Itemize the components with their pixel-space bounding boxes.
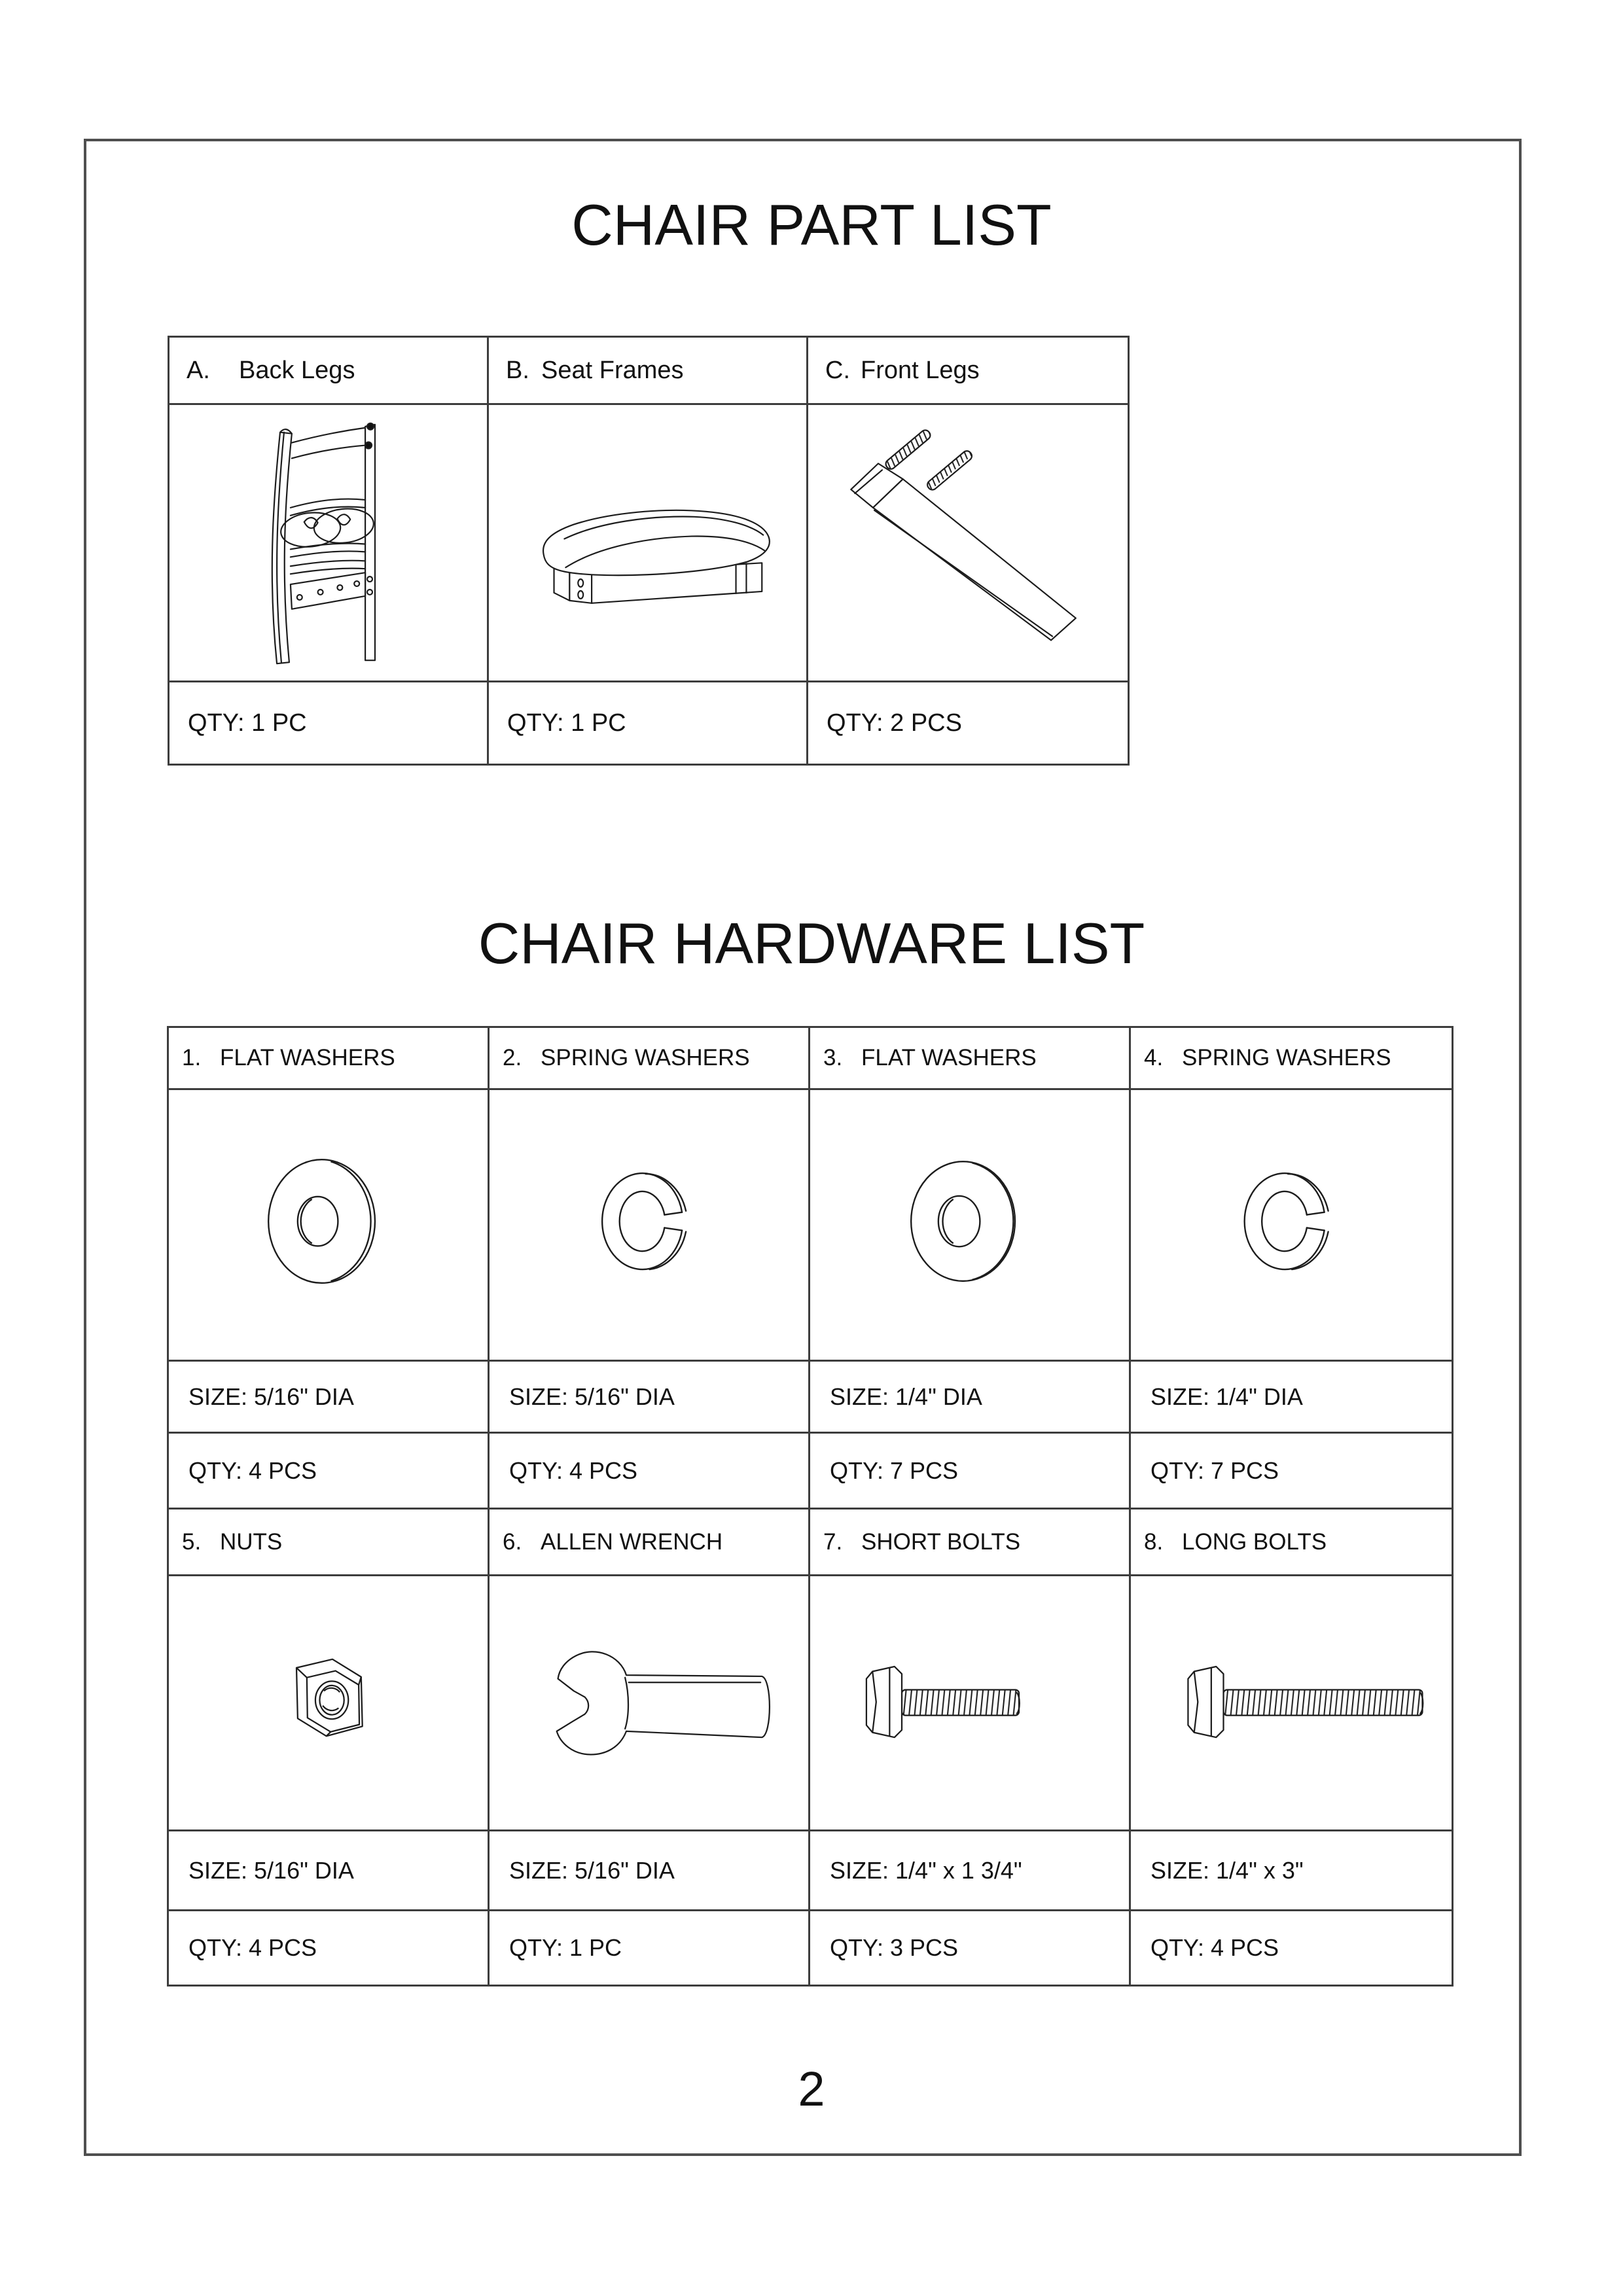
part-qty: QTY: 2 PCS xyxy=(827,709,962,737)
long-bolt-drawing xyxy=(1131,1576,1452,1829)
hw-label: 8. xyxy=(1144,1528,1164,1555)
hw-qty-cell xyxy=(810,1434,1131,1510)
hw-image-cell xyxy=(810,1090,1131,1362)
hw-size-cell xyxy=(810,1362,1131,1434)
hw-image-cell xyxy=(169,1090,490,1362)
flat-washer-drawing xyxy=(810,1090,1129,1360)
part-image-cell xyxy=(489,405,808,682)
hw-size: SIZE: 1/4" DIA xyxy=(830,1383,982,1410)
hw-qty-cell xyxy=(490,1911,810,1985)
part-label: C. xyxy=(825,356,850,384)
part-qty: QTY: 1 PC xyxy=(507,709,626,737)
short-bolt-drawing xyxy=(810,1576,1129,1829)
part-label: A. xyxy=(187,356,210,384)
hw-label: 2. xyxy=(503,1045,522,1070)
hw-size: SIZE: 5/16" DIA xyxy=(509,1383,675,1410)
hw-size: SIZE: 1/4" DIA xyxy=(1150,1383,1303,1410)
back-legs-drawing xyxy=(169,405,487,680)
hw-size-cell xyxy=(810,1831,1131,1911)
hw-qty: QTY: 1 PC xyxy=(509,1934,622,1961)
part-qty-cell xyxy=(489,682,808,764)
hw-name: SHORT BOLTS xyxy=(861,1528,1021,1555)
hw-qty-cell xyxy=(490,1434,810,1510)
hw-name: NUTS xyxy=(220,1528,283,1555)
hw-size-cell xyxy=(490,1831,810,1911)
hw-header-cell xyxy=(490,1510,810,1576)
hw-header-cell xyxy=(490,1028,810,1090)
part-list-title: CHAIR PART LIST xyxy=(571,192,1052,257)
hw-header-cell xyxy=(169,1028,490,1090)
hw-name: FLAT WASHERS xyxy=(861,1045,1037,1070)
part-qty: QTY: 1 PC xyxy=(188,709,307,737)
hardware-list-table xyxy=(167,1026,1454,1987)
hw-header-cell xyxy=(1131,1510,1452,1576)
hw-size-cell xyxy=(169,1831,490,1911)
hw-size-cell xyxy=(490,1362,810,1434)
allen-wrench-drawing xyxy=(490,1576,808,1829)
hw-image-cell xyxy=(490,1090,810,1362)
hw-qty: QTY: 3 PCS xyxy=(830,1934,959,1961)
hw-image-cell xyxy=(810,1576,1131,1831)
spring-washer-drawing xyxy=(1131,1090,1452,1360)
hw-header-cell xyxy=(169,1510,490,1576)
flat-washer-drawing xyxy=(169,1090,488,1360)
hw-qty-cell xyxy=(810,1911,1131,1985)
part-label: B. xyxy=(506,356,529,384)
hw-qty-cell xyxy=(1131,1911,1452,1985)
part-name: Front Legs xyxy=(861,356,980,384)
spring-washer-drawing xyxy=(490,1090,808,1360)
hw-name: LONG BOLTS xyxy=(1182,1528,1327,1555)
hw-label: 7. xyxy=(823,1528,843,1555)
part-image-cell xyxy=(808,405,1128,682)
part-name: Seat Frames xyxy=(541,356,684,384)
part-list-table xyxy=(168,336,1130,766)
hw-size-cell xyxy=(169,1362,490,1434)
hw-header-cell xyxy=(1131,1028,1452,1090)
part-qty-cell xyxy=(169,682,489,764)
hw-name: SPRING WASHERS xyxy=(541,1045,750,1070)
hw-size: SIZE: 5/16" DIA xyxy=(509,1856,675,1884)
part-name: Back Legs xyxy=(239,356,355,384)
hw-label: 4. xyxy=(1144,1045,1164,1070)
hw-label: 5. xyxy=(182,1528,202,1555)
hw-name: FLAT WASHERS xyxy=(220,1045,395,1070)
hw-size: SIZE: 5/16" DIA xyxy=(188,1856,354,1884)
hw-image-cell xyxy=(1131,1576,1452,1831)
hw-image-cell xyxy=(169,1576,490,1831)
hw-size-cell xyxy=(1131,1362,1452,1434)
page-number: 2 xyxy=(798,2062,825,2116)
seat-frame-drawing xyxy=(489,405,806,680)
hw-qty: QTY: 7 PCS xyxy=(1150,1457,1279,1484)
hw-image-cell xyxy=(490,1576,810,1831)
part-header-cell xyxy=(489,338,808,405)
hw-qty-cell xyxy=(169,1434,490,1510)
hw-image-cell xyxy=(1131,1090,1452,1362)
hw-qty: QTY: 4 PCS xyxy=(509,1457,638,1484)
hardware-list-title: CHAIR HARDWARE LIST xyxy=(478,911,1145,976)
hw-qty: QTY: 4 PCS xyxy=(1150,1934,1279,1961)
hw-name: ALLEN WRENCH xyxy=(541,1528,723,1555)
hw-label: 1. xyxy=(182,1045,202,1070)
hw-header-cell xyxy=(810,1510,1131,1576)
part-header-cell xyxy=(808,338,1128,405)
hw-label: 3. xyxy=(823,1045,843,1070)
hw-qty: QTY: 7 PCS xyxy=(830,1457,959,1484)
nut-drawing xyxy=(169,1576,488,1829)
hw-name: SPRING WASHERS xyxy=(1182,1045,1391,1070)
hw-qty-cell xyxy=(169,1911,490,1985)
hw-size: SIZE: 1/4" x 1 3/4" xyxy=(830,1856,1022,1884)
hw-qty: QTY: 4 PCS xyxy=(188,1934,317,1961)
hw-qty: QTY: 4 PCS xyxy=(188,1457,317,1484)
hw-label: 6. xyxy=(503,1528,522,1555)
part-header-cell xyxy=(169,338,489,405)
front-leg-drawing xyxy=(808,405,1128,680)
hw-size: SIZE: 5/16" DIA xyxy=(188,1383,354,1410)
hw-header-cell xyxy=(810,1028,1131,1090)
hw-size-cell xyxy=(1131,1831,1452,1911)
hw-qty-cell xyxy=(1131,1434,1452,1510)
part-qty-cell xyxy=(808,682,1128,764)
part-image-cell xyxy=(169,405,489,682)
hw-size: SIZE: 1/4" x 3" xyxy=(1150,1856,1304,1884)
